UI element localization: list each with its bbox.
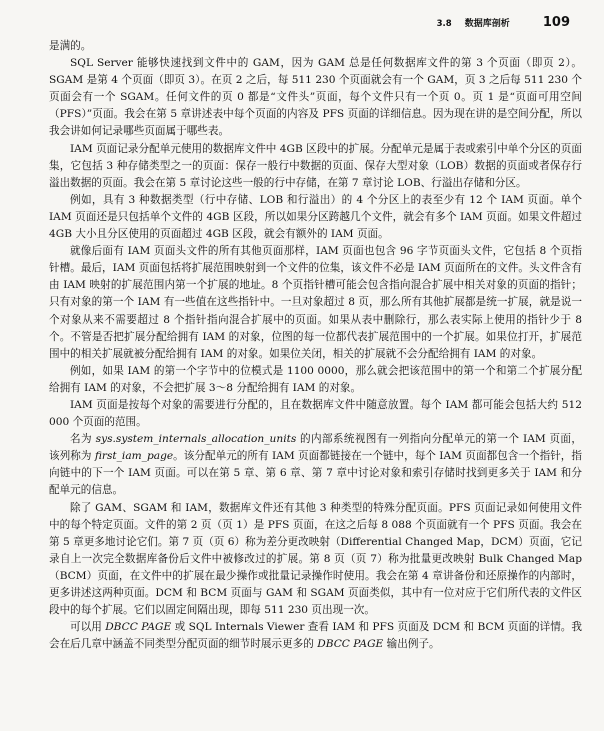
text-run: 除了 GAM、SGAM 和 IAM，数据库文件还有其他 3 种类型的特殊分配页面。PFS 页面记录如何使用文件中的每个特定页面。文件的第 2 页（页 1）是 PFS 页面，在这之后每 8 088 个页面就有一个 PFS 页面。我会在第 5 章更多地讨论它们。第 7 页（页 6）称为差分更改映射（Differential Changed Map，DCM）页面，它记录自上一次完全数据库备份后文件中被修改过的扩展。第 8 页（页 7）称为批量更改映射 Bulk Changed Map（BCM）页面，在文件中的扩展在最少操作或批量记录操作时使用。我会在第 4 章讲备份和还原操作的内部时，更多讲述这两种页面。DCM 和 BCM 页面与 GAM 和 SGAM 页面类似，其中有一位对应于它们所代表的文件区段中的每个扩展。它们以固定间隔出现，即每 511 230 页出现一次。: [49, 501, 582, 617]
section-title: 数据库剖析: [464, 19, 510, 29]
paragraph: [49, 192, 582, 243]
text-run: 可以用: [70, 621, 106, 634]
text-run: 。该分配单元的所有 IAM 页面都链接在一个链中，每个 IAM 页面都包含一个指针，指向链中的下一个 IAM 页面。可以在第 5 章、第 6 章、第 7 章中讨论对象和索引存储时找到更多关于 IAM 和分配单元的信息。: [49, 450, 582, 497]
page-number: 109: [542, 15, 570, 30]
text-run: IAM 页面记录分配单元使用的数据库文件中 4GB 区段中的扩展。分配单元是属于表或索引中单个分区的页面集，它包括 3 种存储类型之一的页面：保存一般行中数据的页面、保存大型对象（LOB）数据的页面或者保存行溢出数据的页面。我会在第 5 章讨论这些一般的行中存储，在第 7 章讨论 LOB、行溢出存储和分区。: [49, 142, 582, 189]
text-run: 例如，如果 IAM 的第一个字节中的位模式是 1100 0000，那么就会把该范围中的第一个和第二个扩展分配给拥有 IAM 的对象，不会把扩展 3～8 分配给拥有 IAM 的对象。: [49, 364, 582, 394]
command-name: DBCC PAGE: [317, 638, 384, 651]
column-name: first_iam_page: [94, 450, 174, 463]
text-run: IAM 页面是按每个对象的需要进行分配的，且在数据库文件中随意放置。每个 IAM 都可能会包括大约 512 000 个页面的范围。: [49, 398, 582, 429]
text-run: 就像后面有 IAM 页面头文件的所有其他页面那样，IAM 页面也包含 96 字节页面头文件，它包括 8 个页指针槽。最后，IAM 页面包括将扩展范围映射到一个文件的位集，该文件不必是 IAM 页面所在的文件。头文件含有由 IAM 映射的扩展范围内第一个扩展的地址。8 个页指针槽可能会包含指向混合扩展中相关对象的页面的指针；只有对象的第一个 IAM 有一些值在这些指针中。一旦对象超过 8 页，那么所有其他扩展都是统一扩展，就是说一个对象从来不需要超过 8 个指针指向混合扩展中的页面。如果从表中删除行，那么表实际上使用的指针少于 8 个。不管是否把扩展分配给拥有 IAM 的对象，位图的每一位都代表扩展范围中的一个扩展。如果位打开，扩展范围中的相关扩展就被分配给拥有 IAM 的对象。如果位关闭，相关的扩展就不会分配给拥有 IAM 的对象。: [49, 245, 582, 360]
paragraph: [49, 243, 582, 363]
paragraph: [49, 38, 582, 55]
view-name: sys.system_internals_allocation_units: [95, 433, 297, 446]
paragraph: [49, 619, 582, 653]
text-run: SQL Server 能够快速找到文件中的 GAM，因为 GAM 总是任何数据库文件的第 3 个页面（即页 2）。SGAM 是第 4 个页面（即页 3）。在页 2 之后，每 511 230 个页面就会有一个 GAM，页 3 之后每 511 230 个页面会有一个 SGAM。任何文件的页 0 都是“文件头”页面，每个文件只有一个页 0。页 1 是“页面可用空间（PFS）”页面。我会在第 5 章讲述表中每个页面的内容及 PFS 页面的详细信息。因为现在讲的是空间分配，所以我会讲如何记录哪些页面属于哪些表。: [49, 57, 582, 138]
section-number: 3.8: [436, 19, 452, 29]
text-run: 或 SQL Internals Viewer 查看 IAM 和 PFS 页面及 DCM 和 BCM 页面的详情。我会在后几章中涵盖不同类型分配页面的细节时展示更多的: [49, 621, 583, 651]
text-run: 是满的。: [49, 40, 92, 52]
text-run: 名为: [70, 433, 96, 446]
body-text: [49, 38, 582, 653]
text-run: 输出例子。: [383, 638, 440, 651]
text-run: 例如，具有 3 种数据类型（行中存储、LOB 和行溢出）的 4 个分区上的表至少有 12 个 IAM 页面。单个 IAM 页面还是只包括单个文件的 4GB 区段，所以如果分区跨越几个文件，就会有多个 IAM 页面。如果文件超过 4GB 大小且分区使用的页面超过 4GB 区段，就会有额外的 IAM 页面。: [49, 193, 582, 241]
paragraph: [49, 397, 582, 431]
paragraph: [49, 141, 582, 192]
paragraph: [49, 363, 582, 397]
paragraph: [49, 431, 582, 499]
running-header: [30, 11, 570, 30]
paragraph: [49, 55, 582, 140]
paragraph: [49, 500, 582, 620]
text-run: 的内部系统视图有一列指向分配单元的第一个 IAM 页面，该列称为: [49, 433, 582, 463]
command-name: DBCC PAGE: [105, 621, 172, 634]
